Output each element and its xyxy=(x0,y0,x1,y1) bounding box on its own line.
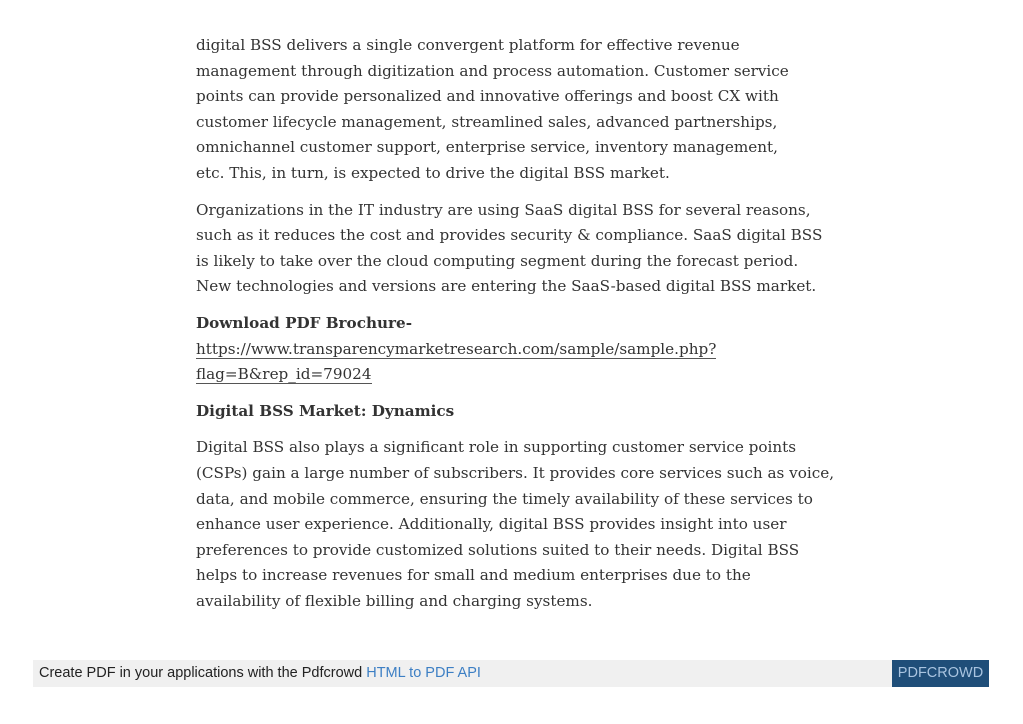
footer-text xyxy=(39,660,481,687)
paragraph-intro: digital BSS delivers a single convergent platform for effective revenue management through digitization and process automation. Customer service points can provide personalized and innovative offerings and boost CX with customer lifecycle management, streamlined sales, advanced partnerships, omnichannel customer support, enterprise service, inventory management, etc. This, in turn, is expected to drive the digital BSS market. xyxy=(196,36,789,182)
paragraph-dynamics: Digital BSS also plays a significant role in supporting customer service points (CSPs) gain a large number of subscribers. It provides core services such as voice, data, and mobile commerce, ensuring the timely availability of these services to enhance user experience. Additionally, digital BSS provides insight into user preferences to provide customized solutions suited to their needs. Digital BSS helps to increase revenues for small and medium enterprises due to the availability of flexible billing and charging systems. xyxy=(196,438,835,610)
download-brochure xyxy=(196,311,836,388)
section-heading: Digital BSS Market: Dynamics xyxy=(196,401,455,420)
download-label: Download PDF Brochure- xyxy=(196,313,412,332)
html-to-pdf-link[interactable]: HTML to PDF API xyxy=(366,665,481,681)
paragraph-saas: Organizations in the IT industry are using SaaS digital BSS for several reasons, such as it reduces the cost and provides security & compliance. SaaS digital BSS is likely to take over the cloud computing segment during the forecast period. New technologies and versions are entering the SaaS-based digital BSS market. xyxy=(196,200,823,296)
pdfcrowd-footer xyxy=(33,660,989,687)
footer-caption: Create PDF in your applications with the Pdfcrowd xyxy=(39,665,363,681)
pdfcrowd-badge[interactable]: PDFCROWD xyxy=(892,660,989,687)
article-body xyxy=(196,33,836,625)
download-link[interactable]: https://www.transparencymarketresearch.com/sample/sample.php?flag=B&rep_id=79024 xyxy=(196,339,717,384)
